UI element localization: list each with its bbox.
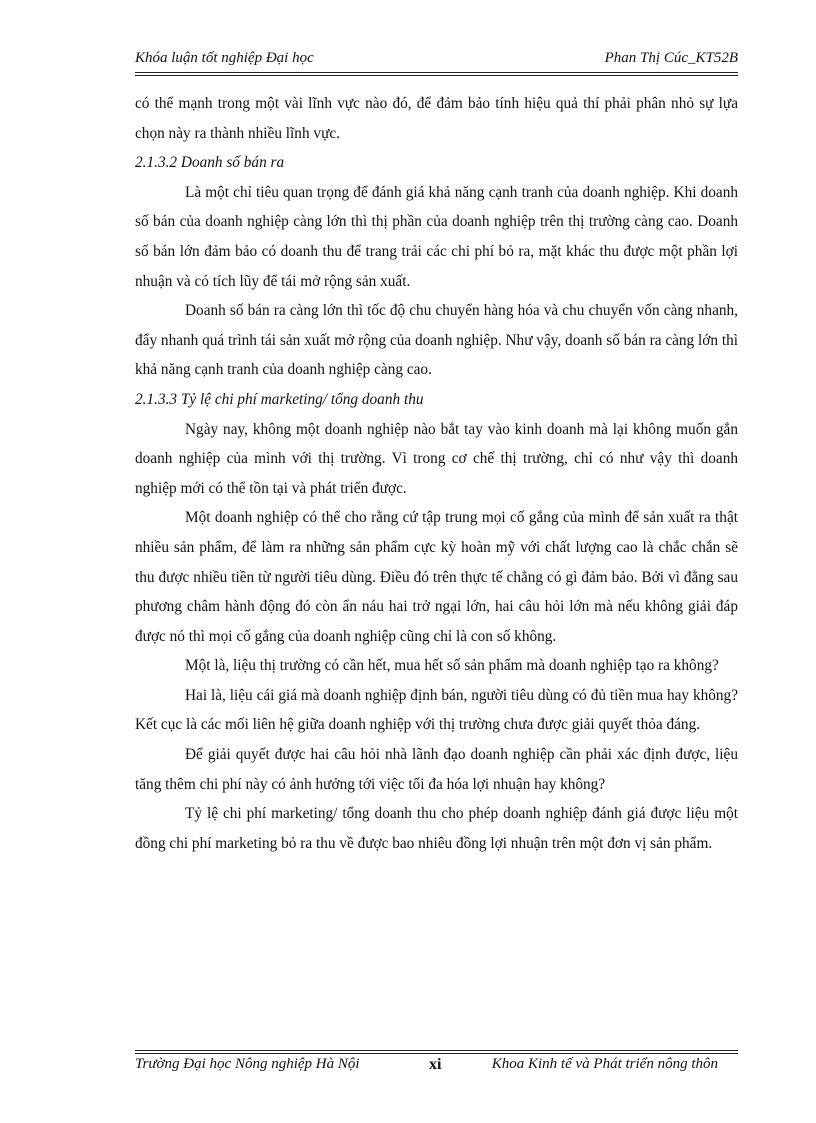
paragraph: Một là, liệu thị trường có cần hết, mua hết số sản phẩm mà doanh nghiệp tạo ra không? [185,657,719,675]
paragraph: Hai là, liệu cái giá mà doanh nghiệp định bán, người tiêu dùng có đủ tiền mua hay không? Kết cục là các mối liên hệ giữa doanh nghiệp với thị trường chưa được giải quyết thỏa đáng. [135,686,738,734]
page-footer [135,1056,738,1078]
footer-rule-thick [135,1053,738,1054]
paragraph: Ngày nay, không một doanh nghiệp nào bắt tay vào kinh doanh mà lại không muốn gắn doanh nghiệp của mình với thị trường. Vì trong cơ chế thị trường, chỉ có như vậy thì doanh nghiệp mới có thể tồn tại và phát triển được. [135,420,738,497]
page-header [135,50,738,70]
page-number: xi [429,1056,442,1073]
header-rule-thin [135,75,738,76]
paragraph: Một doanh nghiệp có thể cho rằng cứ tập trung mọi cố gắng của mình để sản xuất ra thật nhiều sản phẩm, để làm ra những sản phẩm cực kỳ hoàn mỹ với chất lượng cao là chắc chắn sẽ thu được nhiều tiền từ người tiêu dùng. Điều đó trên thực tế chẳng có gì đảm bảo. Bởi vì đằng sau phương châm hành động đó còn ẩn náu hai trở ngại lớn, hai câu hỏi lớn mà nếu không giải đáp được nó thì mọi cố gắng của doanh nghiệp cũng chỉ là con số không. [135,509,738,645]
header-thesis-title: Khóa luận tốt nghiệp Đại học [135,50,314,66]
paragraph: Tỷ lệ chi phí marketing/ tổng doanh thu cho phép doanh nghiệp đánh giá được liệu một đồng chi phí marketing bỏ ra thu về được bao nhiêu đồng lợi nhuận trên một đơn vị sản phẩm. [135,805,738,852]
section-heading-marketing-ratio: 2.1.3.3 Tỷ lệ chi phí marketing/ tổng doanh thu [135,390,424,408]
footer-rule-thin [135,1050,738,1051]
page-body [135,89,738,858]
paragraph: Là một chỉ tiêu quan trọng để đánh giá khả năng cạnh tranh của doanh nghiệp. Khi doanh số bán của doanh nghiệp càng lớn thì thị phần của doanh nghiệp trên thị trường càng cao. Doanh số bán lớn đảm bảo có doanh thu để trang trải các chi phí bỏ ra, mặt khác thu được một phần lợi nhuận và có tích lũy để tái mở rộng sản xuất. [135,183,738,290]
paragraph: Để giải quyết được hai câu hỏi nhà lãnh đạo doanh nghiệp cần phải xác định được, liệu tăng thêm chi phí này có ảnh hưởng tới việc tối đa hóa lợi nhuận hay không? [135,746,738,793]
footer-university: Trường Đại học Nông nghiệp Hà Nội [135,1056,360,1072]
footer-faculty: Khoa Kinh tế và Phát triển nông thôn [491,1056,718,1072]
header-rule-thick [135,72,738,73]
paragraph-continued: có thể mạnh trong một vài lĩnh vực nào đó, để đảm bảo tính hiệu quả thí phải phân nhỏ sự lựa chọn này ra thành nhiều lĩnh vực. [135,95,738,142]
header-author: Phan Thị Cúc_KT52B [604,50,738,66]
paragraph: Doanh số bán ra càng lớn thì tốc độ chu chuyển hàng hóa và chu chuyển vốn càng nhanh, đẩy nhanh quá trình tái sản xuất mở rộng của doanh nghiệp. Như vậy, doanh số bán ra càng lớn thì khả năng cạnh tranh của doanh nghiệp càng cao. [135,302,738,379]
section-heading-sales-revenue: 2.1.3.2 Doanh số bán ra [135,154,285,172]
